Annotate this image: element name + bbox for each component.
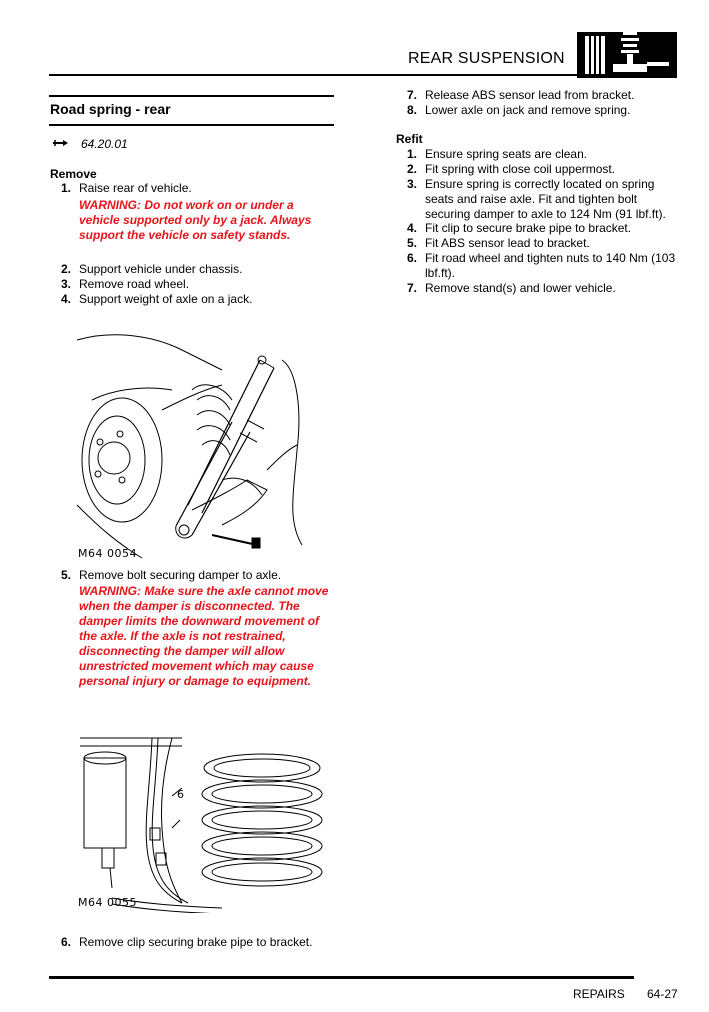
brake-pipe-spring-illustration xyxy=(72,728,327,913)
suspension-section-icon xyxy=(577,24,677,78)
footer-rule xyxy=(49,976,634,979)
remove-heading: Remove xyxy=(50,167,97,181)
title-bottom-rule xyxy=(49,124,334,126)
refit-heading: Refit xyxy=(396,132,423,146)
warning-damper: WARNING: Make sure the axle cannot move when the damper is disconnected. The damper limits the downward movement of the axle. If the axle is not restrained, disconnecting the damper will allow unrestricted movement which may cause personal injury or damage to equipment. xyxy=(79,584,329,688)
figure-2-callout: 6 xyxy=(177,788,185,801)
warning-safety-stands: WARNING: Do not work on or under a vehicle supported only by a jack. Always support the vehicle on safety stands. xyxy=(79,198,312,242)
header-title: REAR SUSPENSION xyxy=(408,50,565,67)
figure-1-label: M64 0054 xyxy=(78,547,137,560)
header-rule xyxy=(49,74,584,76)
operation-ref: 64.20.01 xyxy=(81,137,128,151)
title-top-rule xyxy=(49,95,334,97)
section-title: Road spring - rear xyxy=(50,101,171,117)
page-number: 64-27 xyxy=(647,987,678,1001)
figure-2-label: M64 0055 xyxy=(78,896,137,909)
footer-label: REPAIRS xyxy=(573,987,625,1001)
wrench-ref-icon xyxy=(53,139,69,147)
refit-step-6: 6. Fit road wheel and tighten nuts to 140 Nm (103 lbf.ft). xyxy=(406,251,676,280)
refit-step-3: 3. Ensure spring is correctly located on spring seats and raise axle. Fit and tighten bolt securing damper to axle to 124 Nm (91 lbf.ft). xyxy=(406,177,666,221)
damper-bolt-illustration xyxy=(72,330,312,560)
